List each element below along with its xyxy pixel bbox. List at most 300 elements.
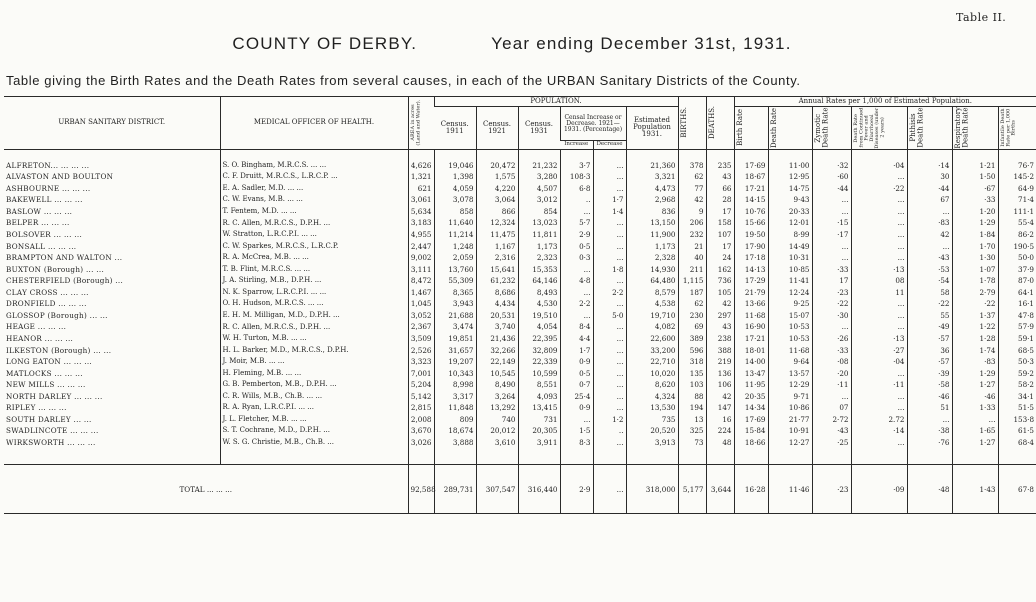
cell: ·33 — [812, 264, 851, 276]
cell: 13,023 — [518, 217, 560, 229]
cell: 11,811 — [518, 229, 560, 241]
cell: 69 — [678, 321, 706, 333]
cell: ·23 — [812, 465, 851, 514]
cell: 145·2 — [998, 171, 1036, 183]
cell: ... — [851, 171, 907, 183]
cell: 5,204 — [408, 379, 434, 391]
header-census-1931: Census. 1931 — [518, 107, 560, 150]
cell: W. S. G. Christie, M.B., Ch.B. ... — [220, 437, 408, 449]
cell: 1·50 — [952, 171, 998, 183]
cell: 22,710 — [626, 356, 678, 368]
cell: 5,177 — [678, 465, 706, 514]
cell: 318 — [678, 356, 706, 368]
cell: 73 — [678, 437, 706, 449]
cell: 4,324 — [626, 391, 678, 403]
cell: 10·91 — [768, 425, 812, 437]
cell: 21 — [678, 240, 706, 252]
cell: ... — [812, 194, 851, 206]
cell: ... — [560, 414, 593, 426]
cell: 11·68 — [734, 310, 768, 322]
cell: 0·9 — [560, 356, 593, 368]
cell: 854 — [518, 206, 560, 218]
cell: 67·8 — [998, 465, 1036, 514]
cell: BONSALL ... ... ... — [6, 241, 77, 251]
cell: 6·8 — [560, 183, 593, 195]
table-row — [4, 264, 1036, 276]
cell: 0·9 — [560, 402, 593, 414]
cell: ·60 — [812, 171, 851, 183]
cell: 3,061 — [408, 194, 434, 206]
cell: 11·00 — [768, 160, 812, 172]
cell: 107 — [706, 229, 734, 241]
cell: BELPER ... ... ... — [6, 218, 70, 228]
cell: 07 — [812, 402, 851, 414]
cell: 1·7 — [560, 344, 593, 356]
cell: 1,398 — [434, 171, 476, 183]
cell: 87·0 — [998, 275, 1036, 287]
cell: 4·4 — [560, 333, 593, 345]
cell: 1,167 — [476, 240, 518, 252]
cell: 15·84 — [734, 425, 768, 437]
header-deaths: DEATHS. — [706, 97, 734, 150]
cell: ILKESTON (Borough) ... ... — [6, 345, 112, 355]
table-row — [4, 391, 1036, 403]
table-description: Table giving the Birth Rates and the Death Rates from several causes, in each of the URBAN Sanitary Districts of the County. — [6, 73, 801, 88]
cell: R. C. Allen, M.R.C.S., D.P.H. ... — [220, 321, 408, 333]
header-district: URBAN SANITARY DISTRICT. — [4, 97, 220, 150]
cell: ·83 — [907, 217, 952, 229]
cell: MATLOCKS ... ... ... — [6, 368, 83, 378]
cell: 13,292 — [476, 402, 518, 414]
cell: 11·68 — [768, 344, 812, 356]
cell: 5,634 — [408, 206, 434, 218]
cell: ·14 — [907, 160, 952, 172]
cell: 2,367 — [408, 321, 434, 333]
cell: 19,710 — [626, 310, 678, 322]
header-respiratory: Respiratory Death Rate — [952, 107, 998, 150]
cell: ... — [593, 240, 626, 252]
header-area: AREA in acres (Land and Water). — [408, 97, 434, 150]
cell: 50·0 — [998, 252, 1036, 264]
cell: ... — [812, 206, 851, 218]
cell: ·39 — [907, 367, 952, 379]
table-body — [4, 149, 1036, 514]
cell: ... — [812, 252, 851, 264]
cell: ·57 — [907, 356, 952, 368]
cell: RIPLEY ... ... ... — [6, 403, 67, 413]
header-officer: MEDICAL OFFICER OF HEALTH. — [220, 97, 408, 150]
cell: 1,321 — [408, 171, 434, 183]
cell: ALFRETON... ... ... ... — [6, 160, 90, 170]
cell: 1,248 — [434, 240, 476, 252]
table-row — [4, 367, 1036, 379]
header-birth-rate: Birth Rate — [734, 107, 768, 150]
cell: TOTAL ... ... ... — [4, 465, 408, 514]
cell: 17·69 — [734, 160, 768, 172]
cell: 3·7 — [560, 160, 593, 172]
cell: 9·43 — [768, 194, 812, 206]
cell: BUXTON (Borough) ... ... — [6, 264, 105, 274]
cell: ·33 — [952, 194, 998, 206]
cell: 24 — [706, 252, 734, 264]
cell: 15,353 — [518, 264, 560, 276]
cell: 17·90 — [734, 240, 768, 252]
cell: 3,888 — [434, 437, 476, 449]
cell: 14·00 — [734, 356, 768, 368]
table-row — [4, 321, 1036, 333]
cell: 325 — [678, 425, 706, 437]
cell: ... — [593, 367, 626, 379]
cell: 19,851 — [434, 333, 476, 345]
cell: 22,149 — [476, 356, 518, 368]
cell: 64·9 — [998, 183, 1036, 195]
cell: 92,588 — [408, 465, 434, 514]
cell: 1·20 — [952, 206, 998, 218]
cell: 2,447 — [408, 240, 434, 252]
cell: ·08 — [812, 356, 851, 368]
cell: 71·4 — [998, 194, 1036, 206]
cell: ·09 — [851, 465, 907, 514]
cell: 2,815 — [408, 402, 434, 414]
cell: DRONFIELD ... ... ... — [6, 299, 87, 309]
cell: NORTH DARLEY ... ... ... — [6, 391, 103, 401]
cell: 77 — [678, 183, 706, 195]
header-death-rate: Death Rate — [768, 107, 812, 150]
cell: ·22 — [952, 298, 998, 310]
cell: 731 — [518, 414, 560, 426]
cell: SOUTH DARLEY ... ... — [6, 414, 92, 424]
cell: 14·49 — [768, 240, 812, 252]
cell: 866 — [476, 206, 518, 218]
cell: 19,510 — [518, 310, 560, 322]
table-row — [4, 402, 1036, 414]
cell: 1,045 — [408, 298, 434, 310]
cell: 2,968 — [626, 194, 678, 206]
cell: ·25 — [812, 437, 851, 449]
header-births: BIRTHS. — [678, 97, 706, 150]
cell: 17 — [812, 275, 851, 287]
cell: 158 — [706, 217, 734, 229]
cell: ALVASTON AND BOULTON — [6, 172, 114, 182]
cell: 15,641 — [476, 264, 518, 276]
cell: 318,000 — [626, 465, 678, 514]
cell: 11·41 — [768, 275, 812, 287]
table-row — [4, 425, 1036, 437]
cell: 2·2 — [593, 287, 626, 299]
cell: 7,001 — [408, 367, 434, 379]
cell: 4,059 — [434, 183, 476, 195]
cell: 15·66 — [734, 217, 768, 229]
cell: 12·27 — [768, 437, 812, 449]
cell: O. H. Hudson, M.R.C.S. ... ... — [220, 298, 408, 310]
cell: 297 — [706, 310, 734, 322]
cell: CLAY CROSS ... ... ... — [6, 287, 89, 297]
cell: 3,317 — [434, 391, 476, 403]
cell: 11,900 — [626, 229, 678, 241]
cell: 0·7 — [560, 379, 593, 391]
header-infantile: Infantile Death Rate per 1,000 Births — [998, 107, 1036, 150]
cell: 2,316 — [476, 252, 518, 264]
cell: 307,547 — [476, 465, 518, 514]
cell: C. W. Evans, M.B. ... ... — [220, 194, 408, 206]
cell: 1·33 — [952, 402, 998, 414]
table-row — [4, 160, 1036, 172]
cell: 1·7 — [593, 194, 626, 206]
cell: ASHBOURNE ... ... ... — [6, 183, 91, 193]
cell: 21,232 — [518, 160, 560, 172]
cell: 1·07 — [952, 264, 998, 276]
cell: BOLSOVER ... ... ... — [6, 230, 83, 240]
cell: 20·33 — [768, 206, 812, 218]
cell: E. A. Sadler, M.D. ... ... — [220, 183, 408, 195]
cell: ·83 — [952, 356, 998, 368]
cell: 105 — [706, 287, 734, 299]
cell: 21,436 — [476, 333, 518, 345]
cell: 2,008 — [408, 414, 434, 426]
cell: 4,434 — [476, 298, 518, 310]
table-row — [4, 194, 1036, 206]
cell: 232 — [678, 229, 706, 241]
cell: ... — [851, 402, 907, 414]
cell: 3,183 — [408, 217, 434, 229]
table-row — [4, 310, 1036, 322]
cell: H. L. Barker, M.D., M.R.C.S., D.P.H. — [220, 344, 408, 356]
cell: 1,173 — [626, 240, 678, 252]
cell: 1·30 — [952, 252, 998, 264]
cell: W. Stratton, L.R.C.P.I. ... ... — [220, 229, 408, 241]
cell: ·57 — [907, 333, 952, 345]
cell: 19,046 — [434, 160, 476, 172]
cell: HEANOR ... ... ... — [6, 333, 74, 343]
cell: J. A. Stirling, M.B., D.P.H. ... — [220, 275, 408, 287]
cell: SWADLINCOTE ... ... ... — [6, 426, 99, 436]
cell: 388 — [706, 344, 734, 356]
cell: ... — [907, 414, 952, 426]
cell: 18,674 — [434, 425, 476, 437]
cell: 66 — [706, 183, 734, 195]
cell: 3,321 — [626, 171, 678, 183]
cell: BAKEWELL ... ... ... — [6, 195, 83, 205]
cell: 3,264 — [476, 391, 518, 403]
cell: HEAGE ... ... ... — [6, 322, 67, 332]
cell: 596 — [678, 344, 706, 356]
cell: 136 — [706, 367, 734, 379]
cell: ·22 — [812, 298, 851, 310]
cell: 57·9 — [998, 321, 1036, 333]
cell: 3,111 — [408, 264, 434, 276]
cell: 3,280 — [518, 171, 560, 183]
cell: ... — [593, 391, 626, 403]
cell: 2·72 — [812, 414, 851, 426]
table-row — [4, 379, 1036, 391]
cell: 17 — [706, 240, 734, 252]
cell: 235 — [706, 160, 734, 172]
cell: ... — [560, 264, 593, 276]
cell: 1·74 — [952, 344, 998, 356]
cell: 47·8 — [998, 310, 1036, 322]
table-row — [4, 240, 1036, 252]
cell: ·38 — [907, 425, 952, 437]
cell: 86·2 — [998, 229, 1036, 241]
cell: 51·5 — [998, 402, 1036, 414]
cell: 10,343 — [434, 367, 476, 379]
cell: C. W. Sparkes, M.R.C.S., L.R.C.P. — [220, 240, 408, 252]
cell: BRAMPTON AND WALTON ... — [6, 253, 123, 263]
cell: 59·2 — [998, 367, 1036, 379]
header-population: POPULATION. — [434, 97, 678, 107]
cell: 11,475 — [476, 229, 518, 241]
cell: 1,575 — [476, 171, 518, 183]
cell: ·58 — [907, 379, 952, 391]
cell: ·20 — [812, 367, 851, 379]
cell: 211 — [678, 264, 706, 276]
cell: 289,731 — [434, 465, 476, 514]
cell: 4,530 — [518, 298, 560, 310]
table-row — [4, 252, 1036, 264]
cell: 21,688 — [434, 310, 476, 322]
cell: 20,472 — [476, 160, 518, 172]
cell: 08 — [851, 275, 907, 287]
cell: ·04 — [851, 356, 907, 368]
cell: 59·1 — [998, 333, 1036, 345]
cell: 11,640 — [434, 217, 476, 229]
table-row — [4, 344, 1036, 356]
cell: BASLOW ... ... ... — [6, 206, 73, 216]
cell: 12·29 — [768, 379, 812, 391]
cell: 1·22 — [952, 321, 998, 333]
cell: ... — [907, 206, 952, 218]
cell: 162 — [706, 264, 734, 276]
cell: 8,686 — [476, 287, 518, 299]
cell: 2,323 — [518, 252, 560, 264]
cell: 16·28 — [734, 465, 768, 514]
page-title — [0, 34, 1024, 54]
cell: 13·57 — [768, 367, 812, 379]
cell: 55,309 — [434, 275, 476, 287]
cell: ·04 — [851, 160, 907, 172]
cell: 5,142 — [408, 391, 434, 403]
cell: 5·7 — [560, 217, 593, 229]
cell: ... — [593, 171, 626, 183]
cell: 42 — [706, 298, 734, 310]
table-row — [4, 183, 1036, 195]
cell: ... — [851, 391, 907, 403]
cell: 3,911 — [518, 437, 560, 449]
cell: GLOSSOP (Borough) ... ... — [6, 310, 108, 320]
cell: 8·3 — [560, 437, 593, 449]
cell: ... — [851, 206, 907, 218]
cell: 3,052 — [408, 310, 434, 322]
cell: ... — [851, 194, 907, 206]
table-number: Table II. — [956, 11, 1007, 24]
cell: 2.72 — [851, 414, 907, 426]
cell: 2·2 — [560, 298, 593, 310]
cell: ·15 — [812, 217, 851, 229]
cell: 4,473 — [626, 183, 678, 195]
cell: 11·46 — [768, 465, 812, 514]
header-fever: Death Rate from Continued Fever and Diarrhoeal Diseases (under 2 years) — [851, 107, 907, 150]
cell: 2·9 — [560, 229, 593, 241]
cell: ... — [851, 367, 907, 379]
cell: ... — [593, 437, 626, 449]
cell: ... — [593, 344, 626, 356]
cell: 25·4 — [560, 391, 593, 403]
cell: ... — [593, 298, 626, 310]
cell: 3,670 — [408, 425, 434, 437]
cell: 1,467 — [408, 287, 434, 299]
cell: 190·5 — [998, 240, 1036, 252]
cell: 14·75 — [768, 183, 812, 195]
cell: 1·29 — [952, 217, 998, 229]
header-annual-rates: Annual Rates per 1,000 of Estimated Population. — [734, 97, 1036, 107]
cell: 10·53 — [768, 321, 812, 333]
cell: 20,305 — [518, 425, 560, 437]
cell: ·33 — [812, 344, 851, 356]
table-row — [4, 437, 1036, 449]
cell: 43 — [706, 171, 734, 183]
cell: ... — [593, 402, 626, 414]
cell: 13 — [678, 414, 706, 426]
cell: 8,493 — [518, 287, 560, 299]
header-increase: Increase — [560, 141, 593, 149]
cell: 3,913 — [626, 437, 678, 449]
cell: 62 — [678, 298, 706, 310]
table-row — [4, 356, 1036, 368]
table-row — [4, 287, 1036, 299]
cell: R. A. Ryan, L.R.C.P.I. ... ... — [220, 402, 408, 414]
cell: 3,026 — [408, 437, 434, 449]
cell: 17·29 — [734, 275, 768, 287]
cell: 194 — [678, 402, 706, 414]
cell: ·11 — [851, 379, 907, 391]
cell: 42 — [907, 229, 952, 241]
cell: ·46 — [907, 391, 952, 403]
cell: ... — [593, 275, 626, 287]
cell: 10·85 — [768, 264, 812, 276]
cell: 68·4 — [998, 437, 1036, 449]
cell: 8,490 — [476, 379, 518, 391]
cell: .. — [593, 425, 626, 437]
cell: 12·24 — [768, 287, 812, 299]
cell: 20,531 — [476, 310, 518, 322]
cell: ... — [593, 321, 626, 333]
cell: ... — [851, 217, 907, 229]
cell: 61,232 — [476, 275, 518, 287]
cell: 9·64 — [768, 356, 812, 368]
cell: 0·5 — [560, 367, 593, 379]
cell: 28 — [706, 194, 734, 206]
cell: ... — [560, 287, 593, 299]
cell: 4,220 — [476, 183, 518, 195]
cell: 33,200 — [626, 344, 678, 356]
cell: ... — [907, 240, 952, 252]
cell: ·67 — [952, 183, 998, 195]
cell: 2·79 — [952, 287, 998, 299]
cell: N. K. Sparrow, L.R.C.P.I. ... ... — [220, 287, 408, 299]
cell: R. C. Allen, M.R.C.S., D.P.H. ... — [220, 217, 408, 229]
cell: 1·28 — [952, 333, 998, 345]
cell: 9·71 — [768, 391, 812, 403]
cell: 12·01 — [768, 217, 812, 229]
cell: 0·5 — [560, 240, 593, 252]
cell: ·49 — [907, 321, 952, 333]
cell: ... — [560, 206, 593, 218]
cell: ·23 — [812, 287, 851, 299]
title-county: COUNTY OF DERBY. — [232, 34, 418, 53]
header-estimated: Estimated Population 1931. — [626, 107, 678, 150]
cell: 3,078 — [434, 194, 476, 206]
cell: 14·34 — [734, 402, 768, 414]
